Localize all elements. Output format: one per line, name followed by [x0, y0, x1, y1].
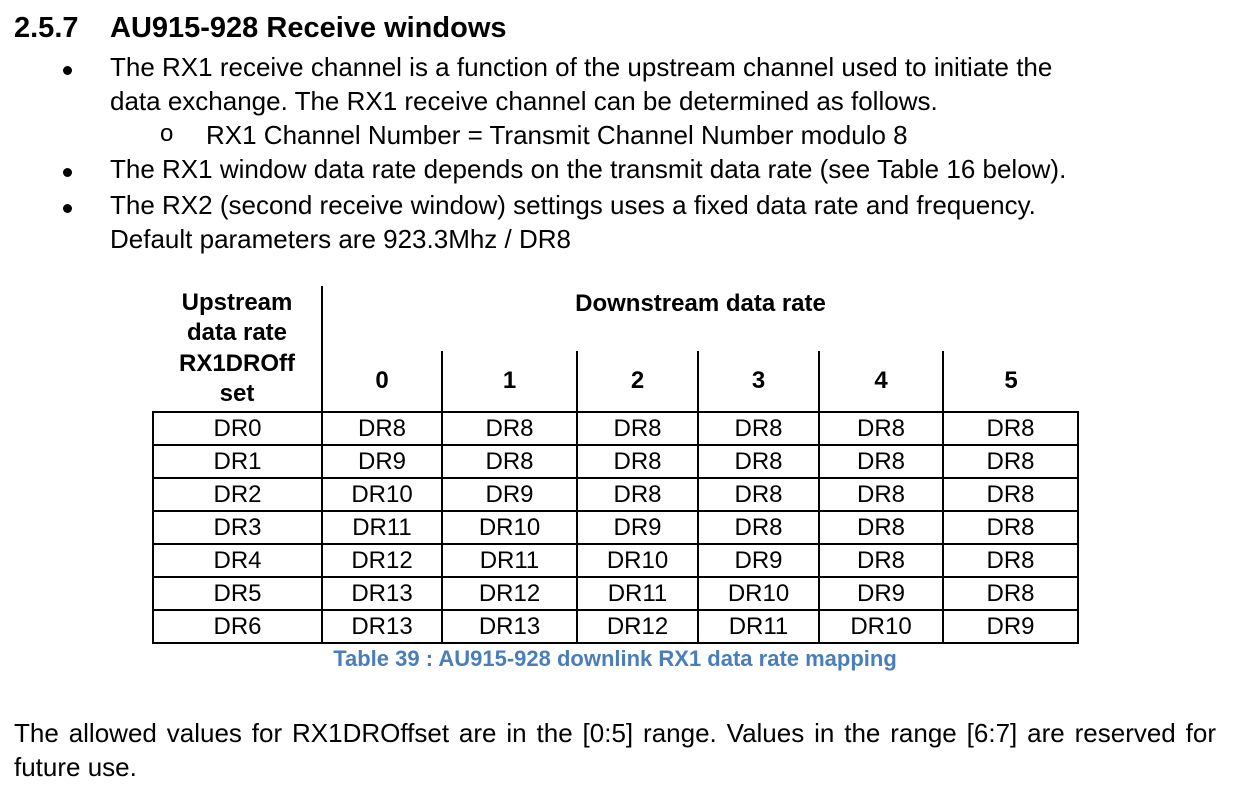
rate-cell: DR8 [943, 511, 1078, 544]
offset-header: 5 [1004, 367, 1018, 394]
rate-cell: DR8 [698, 412, 819, 445]
corner-header [153, 286, 322, 412]
bullet-1-line-2: data exchange. The RX1 receive channel can be determined as follows. [110, 86, 938, 116]
rate-cell: DR8 [577, 445, 698, 478]
rate-cell: DR10 [442, 511, 577, 544]
bullet-3-line-2: Default parameters are 923.3Mhz / DR8 [110, 224, 571, 254]
rate-cell: DR12 [577, 610, 698, 643]
rate-cell: DR8 [943, 445, 1078, 478]
corner-header-line: RX1DROff [178, 349, 295, 377]
corner-header-line: data rate [186, 319, 288, 346]
rate-cell: DR8 [698, 445, 819, 478]
rate-cell: DR8 [819, 478, 943, 511]
table-row [153, 544, 1078, 577]
rate-cell: DR10 [698, 577, 819, 610]
rate-cell: DR8 [819, 511, 943, 544]
rate-cell: DR9 [322, 445, 442, 478]
closing-paragraph: The allowed values for RX1DROffset are in the [0:5] range. Values in the range [6:7] are reserved for future use. [14, 718, 1216, 782]
bullet-3-line-1: The RX2 (second receive window) settings uses a fixed data rate and frequency. [110, 190, 1036, 220]
rate-cell: DR8 [322, 412, 442, 445]
rate-cell: DR8 [698, 511, 819, 544]
rate-cell: DR11 [442, 544, 577, 577]
table-row [153, 478, 1078, 511]
rate-cell: DR8 [943, 478, 1078, 511]
rate-cell: DR8 [819, 445, 943, 478]
upstream-cell: DR0 [153, 412, 322, 445]
rate-cell: DR8 [943, 412, 1078, 445]
corner-header-line: Upstream [181, 288, 293, 316]
table-row [153, 610, 1078, 643]
offset-header: 0 [322, 351, 442, 412]
rate-cell: DR8 [698, 478, 819, 511]
rate-cell: DR9 [698, 544, 819, 577]
rate-cell: DR8 [577, 478, 698, 511]
corner-header-line: set [219, 380, 255, 407]
rate-cell: DR9 [819, 577, 943, 610]
rate-cell: DR8 [943, 544, 1078, 577]
group-header: Downstream data rate [575, 290, 826, 317]
section-number: 2.5.7 [14, 12, 79, 44]
rate-cell: DR10 [322, 478, 442, 511]
upstream-cell: DR4 [153, 544, 322, 577]
upstream-cell: DR5 [153, 577, 322, 610]
table-row [153, 577, 1078, 610]
rate-cell: DR13 [322, 577, 442, 610]
bullet-1-line-1: The RX1 receive channel is a function of the upstream channel used to initiate the [110, 52, 1053, 82]
section-title: AU915-928 Receive windows [110, 12, 507, 44]
bullet-1-sub-item: RX1 Channel Number = Transmit Channel Number modulo 8 [206, 120, 908, 150]
upstream-cell: DR2 [153, 478, 322, 511]
rate-cell: DR8 [819, 412, 943, 445]
rate-cell: DR12 [322, 544, 442, 577]
upstream-cell: DR1 [153, 445, 322, 478]
offset-header: 2 [577, 351, 698, 412]
offset-header: 1 [442, 351, 577, 412]
rx1-data-rate-table [152, 286, 1079, 644]
section-heading [14, 12, 507, 45]
rate-cell: DR9 [442, 478, 577, 511]
rate-cell: DR11 [698, 610, 819, 643]
bullet-dot [63, 168, 72, 177]
rate-cell: DR11 [577, 577, 698, 610]
rate-cell: DR9 [943, 610, 1078, 643]
rate-cell: DR8 [819, 544, 943, 577]
rate-cell: DR10 [819, 610, 943, 643]
bullet-2-text: The RX1 window data rate depends on the transmit data rate (see Table 16 below). [110, 154, 1067, 184]
table-row [153, 511, 1078, 544]
rate-cell: DR8 [577, 412, 698, 445]
offset-header: 3 [698, 351, 819, 412]
rate-cell: DR9 [577, 511, 698, 544]
rate-cell: DR8 [442, 412, 577, 445]
bullet-dot [63, 66, 72, 75]
table-row [153, 412, 1078, 445]
rate-cell: DR10 [577, 544, 698, 577]
rate-cell: DR13 [442, 610, 577, 643]
rate-cell: DR12 [442, 577, 577, 610]
rate-cell: DR8 [442, 445, 577, 478]
rate-cell: DR8 [943, 577, 1078, 610]
upstream-cell: DR3 [153, 511, 322, 544]
offset-header: 4 [819, 351, 943, 412]
rate-cell: DR13 [322, 610, 442, 643]
table-row [153, 445, 1078, 478]
sub-bullet-marker: o [160, 120, 174, 147]
table-caption: Table 39 : AU915-928 downlink RX1 data rate mapping [333, 646, 897, 671]
upstream-cell: DR6 [153, 610, 322, 643]
bullet-dot [63, 204, 72, 213]
rate-cell: DR11 [322, 511, 442, 544]
